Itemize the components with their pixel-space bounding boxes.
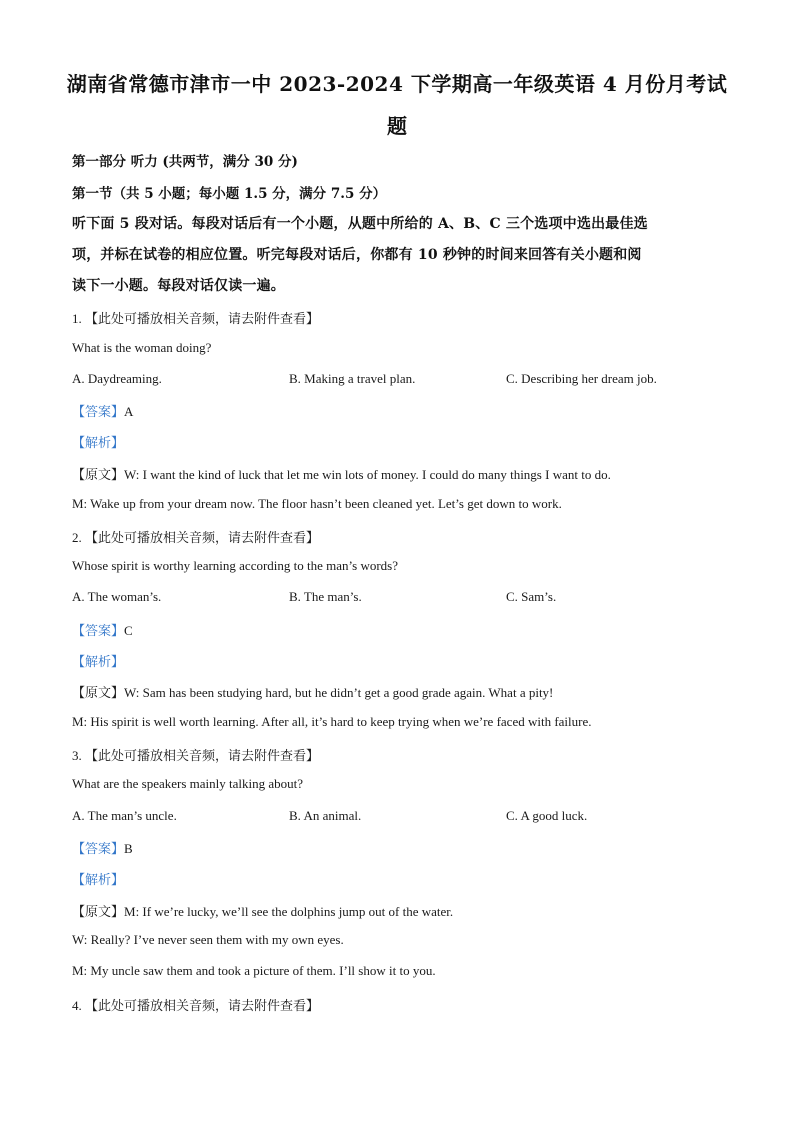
analysis-row [72, 869, 124, 888]
question-number: 1. [72, 311, 82, 326]
question-text: Whose spirit is worthy learning according to the man’s words? [72, 558, 399, 573]
transcript-line [72, 901, 453, 920]
transcript-line [72, 464, 611, 483]
answer-value: B [124, 841, 133, 856]
option-b: B. The man’s. [289, 589, 362, 604]
option-c: C. Sam’s. [506, 589, 557, 604]
transcript-line [72, 682, 553, 701]
transcript-text: W: Sam has been studying hard, but he didn’t get a good grade again. What a pity! [124, 685, 554, 700]
audio-placeholder[interactable]: 【此处可播放相关音频，请去附件查看】 [85, 312, 320, 327]
part-heading: 第一部分 听力 (共两节，满分 30 分) [72, 154, 298, 170]
transcript-line: M: His spirit is well worth learning. After all, it’s hard to keep trying when we’re faced with failure. [72, 714, 592, 729]
section-heading: 第一节（共 5 小题；每小题 1.5 分，满分 7.5 分） [72, 186, 387, 202]
instruction-line: 听下面 5 段对话。每段对话后有一个小题，从题中所给的 A、B、C 三个选项中选出最佳选 [72, 216, 648, 232]
option-a: A. The man’s uncle. [72, 808, 177, 823]
question-number: 4. [72, 998, 82, 1013]
page-title: 湖南省常德市津市一中 2023-2024 下学期高一年级英语 4 月份月考试 [66, 72, 728, 96]
option-a: A. Daydreaming. [72, 371, 162, 386]
transcript-line: W: Really? I’ve never seen them with my own eyes. [72, 932, 344, 947]
question-number: 2. [72, 530, 82, 545]
transcript-line: M: Wake up from your dream now. The floor hasn’t been cleaned yet. Let’s get down to work. [72, 496, 562, 511]
page-title-continued: 题 [387, 114, 407, 138]
question-header [72, 527, 319, 546]
original-label: 【原文】 [72, 468, 125, 483]
option-b: B. An animal. [289, 808, 362, 823]
option-c: C. Describing her dream job. [506, 371, 657, 386]
instruction-line: 读下一小题。每段对话仅读一遍。 [72, 278, 285, 294]
audio-placeholder[interactable]: 【此处可播放相关音频，请去附件查看】 [85, 999, 320, 1014]
question-header [72, 995, 319, 1014]
option-c: C. A good luck. [506, 808, 588, 823]
option-b: B. Making a travel plan. [289, 371, 416, 386]
audio-placeholder[interactable]: 【此处可播放相关音频，请去附件查看】 [85, 749, 320, 764]
answer-row [72, 838, 133, 857]
answer-value: C [124, 623, 133, 638]
analysis-label: 【解析】 [72, 873, 125, 888]
answer-label: 【答案】 [72, 842, 125, 857]
transcript-text: M: If we’re lucky, we’ll see the dolphins jump out of the water. [124, 904, 454, 919]
transcript-line: M: My uncle saw them and took a picture of them. I’ll show it to you. [72, 963, 436, 978]
answer-value: A [124, 404, 134, 419]
analysis-label: 【解析】 [72, 436, 125, 451]
original-label: 【原文】 [72, 905, 125, 920]
original-label: 【原文】 [72, 686, 125, 701]
answer-row [72, 620, 133, 639]
answer-row [72, 401, 133, 420]
transcript-text: W: I want the kind of luck that let me win lots of money. I could do many things I want to do. [124, 467, 611, 482]
option-a: A. The woman’s. [72, 589, 162, 604]
question-text: What are the speakers mainly talking about? [72, 776, 304, 791]
question-header [72, 745, 319, 764]
question-number: 3. [72, 748, 82, 763]
analysis-row [72, 651, 124, 670]
answer-label: 【答案】 [72, 624, 125, 639]
audio-placeholder[interactable]: 【此处可播放相关音频，请去附件查看】 [85, 531, 320, 546]
instruction-line: 项，并标在试卷的相应位置。听完每段对话后，你都有 10 秒钟的时间来回答有关小题和阅 [72, 247, 642, 263]
question-text: What is the woman doing? [72, 340, 212, 355]
analysis-row [72, 432, 124, 451]
analysis-label: 【解析】 [72, 655, 125, 670]
answer-label: 【答案】 [72, 405, 125, 420]
question-header [72, 308, 319, 327]
